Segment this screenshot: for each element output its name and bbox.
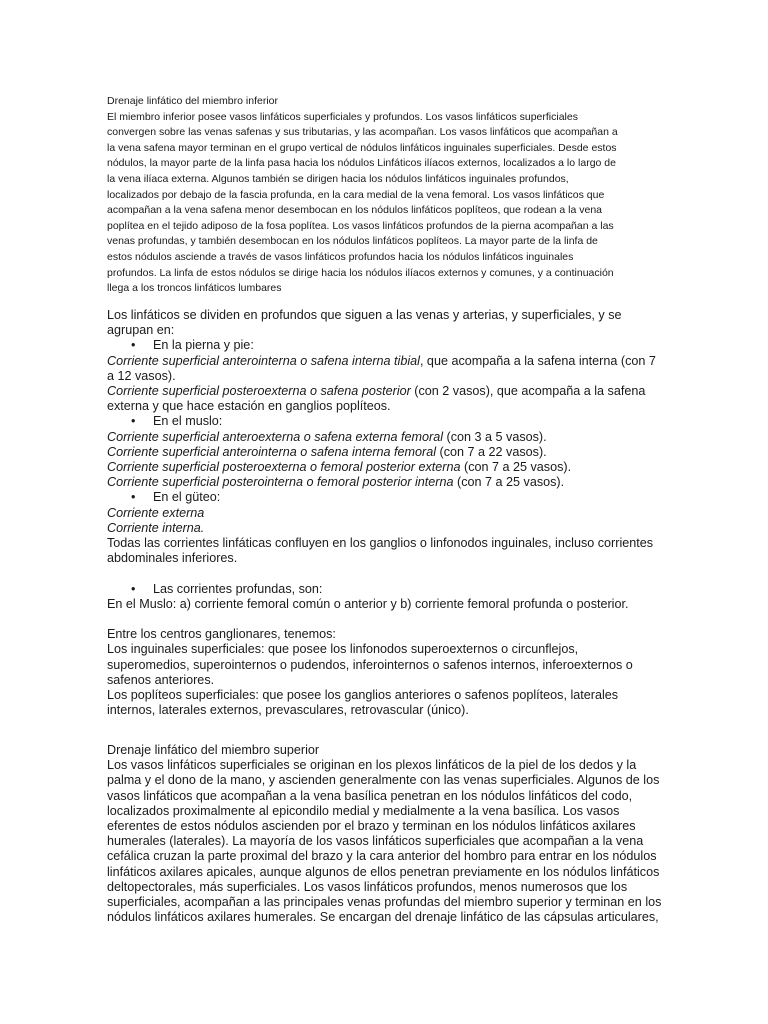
text-line: El miembro inferior posee vasos linfáticos superficiales y profundos. Los vasos linfáticos superficiales [107, 110, 578, 123]
italic-term: Corriente superficial anteroexterna o safena externa femoral [107, 429, 444, 444]
text-line: Entre los centros ganglionares, tenemos: [107, 627, 336, 642]
section-title: Drenaje linfático del miembro superior [107, 743, 320, 757]
text-line: Corriente superficial anterointerna o safena interna femoral (con 7 a 22 vasos). [107, 444, 547, 459]
text-line: deltopectorales, más superficiales. Los vasos linfáticos profundos, menos numerosos que los [107, 879, 628, 894]
italic-term: Corriente superficial anterointerna o safena interna tibial [107, 353, 420, 368]
text-line: estos nódulos asciende a través de vasos linfáticos profundos hacia los nódulos linfáticos inguinales [107, 250, 574, 263]
text-line: la vena ilíaca externa. Algunos también se dirigen hacia los nódulos linfáticos inguinales profundos, [107, 172, 569, 185]
text-line: Corriente superficial anteroexterna o safena externa femoral (con 3 a 5 vasos). [107, 429, 547, 444]
section-upper-limb [107, 743, 672, 925]
text-line: profundos. La linfa de estos nódulos se dirige hacia los nódulos ilíacos externos y comunes, y a continuación [107, 266, 614, 279]
text-line: Corriente superficial anterointerna o safena interna tibial, que acompaña a la safena interna (con 7 [107, 353, 656, 368]
section-lower-limb [107, 94, 667, 297]
italic-term: Corriente superficial posterointerna o femoral posterior interna [107, 475, 454, 490]
text-line: internos, laterales externos, prevasculares, retrovascular (único). [107, 703, 469, 718]
text-line [107, 506, 672, 521]
text-line: llega a los troncos linfáticos lumbares [107, 282, 282, 295]
text-line: Los vasos linfáticos superficiales se originan en los plexos linfáticos de la piel de los dedos y la [107, 758, 637, 773]
text-line: safenos anteriores. [107, 672, 215, 687]
spacer [107, 612, 672, 627]
bullet-item-profundas [107, 582, 672, 597]
text-line: externa y que hace estación en ganglios poplíteos. [107, 399, 391, 414]
text-line: eferentes de estos nódulos ascienden por el brazo y terminan en los nódulos linfáticos axilares [107, 819, 636, 834]
text-line: Los inguinales superficiales: que posee los linfonodos superoexternos o circunflejos, [107, 642, 579, 657]
text-line: localizados proximalmente al epicondilo medial y medialmente a la vena basílica. Los vasos [107, 803, 620, 818]
text-line: Corriente superficial posterointerna o femoral posterior interna (con 7 a 25 vasos). [107, 475, 565, 490]
section-division [107, 308, 672, 718]
section-title: Drenaje linfático del miembro inferior [107, 95, 278, 107]
text-line: poplítea en el tejido adiposo de la fosa poplítea. Los vasos linfáticos profundos de la pierna acompañan a las [107, 219, 614, 232]
text-line: Todas las corrientes linfáticas confluyen en los ganglios o linfonodos inguinales, incluso corrientes [107, 536, 654, 551]
bullet-item-pierna [107, 338, 672, 353]
bullet-icon: • [131, 338, 136, 353]
italic-term: Corriente superficial anterointerna o safena interna femoral [107, 444, 437, 459]
text-line: acompañan a la vena safena menor desembocan en los nódulos linfáticos poplíteos, que rodean a la vena [107, 204, 603, 217]
text-line: Corriente superficial posteroexterna o safena posterior (con 2 vasos), que acompaña a la safena [107, 384, 646, 399]
italic-term: Corriente externa [107, 505, 205, 520]
text-line: palma y el dono de la mano, y ascienden generalmente con las venas superficiales. Algunos de los [107, 773, 660, 788]
bullet-label: Las corrientes profundas, son: [153, 581, 323, 596]
text-line: nódulos, la mayor parte de la linfa pasa hacia los nódulos Linfáticos ilíacos externos, localizados a lo largo de [107, 157, 616, 170]
bullet-item-gluteo [107, 490, 672, 505]
text-line: convergen sobre las venas safenas y sus tributarias, y las acompañan. Los vasos linfáticos que acompañan a [107, 126, 618, 139]
bullet-label: En el muslo: [153, 414, 223, 429]
italic-term: Corriente superficial posteroexterna o safena posterior [107, 384, 411, 399]
text-line: venas profundas, y también desembocan en los nódulos linfáticos poplíteos. La mayor parte de la linfa de [107, 235, 598, 248]
text-line: superomedios, superointernos o pudendos, inferointernos o safenos internos, inferoexternos o [107, 657, 633, 672]
bullet-label: En el güteo: [153, 490, 221, 505]
text-line: Los linfáticos se dividen en profundos que siguen a las venas y arterias, y superficiales, y se [107, 308, 622, 322]
text-line: abdominales inferiores. [107, 551, 238, 566]
text-line: linfáticos axilares apicales, aunque algunos de ellos penetran previamente en los nódulos linfáticos [107, 864, 660, 879]
text-line: superficiales, acompañan a las principales venas profundas del miembro superior y terminan en los [107, 895, 662, 910]
text-line: cefálica cruzan la parte proximal del brazo y la cara anterior del hombro para entrar en los nódulos [107, 849, 657, 864]
text-line: vasos linfáticos que acompañan a la vena basílica penetran en los nódulos linfáticos del codo, [107, 788, 633, 803]
spacer [107, 566, 672, 581]
text-line: localizados por debajo de la fascia profunda, en la cara medial de la vena femoral. Los vasos linfáticos que [107, 188, 605, 201]
bullet-item-muslo [107, 414, 672, 429]
text-line [107, 521, 672, 536]
text-line: Los poplíteos superficiales: que posee los ganglios anteriores o safenos poplíteos, laterales [107, 688, 619, 703]
text-line: a 12 vasos). [107, 368, 176, 383]
text-line: la vena safena mayor terminan en el grupo vertical de nódulos linfáticos inguinales superficiales. Desde estos [107, 141, 617, 154]
text-line: humerales (laterales). La mayoría de los vasos linfáticos superficiales que acompañan a la vena [107, 834, 644, 849]
text-line: En el Muslo: a) corriente femoral común o anterior y b) corriente femoral profunda o posterior. [107, 596, 629, 611]
bullet-icon: • [131, 581, 136, 596]
italic-term: Corriente superficial posteroexterna o femoral posterior externa [107, 460, 461, 475]
bullet-label: En la pierna y pie: [153, 338, 254, 353]
text-line: nódulos linfáticos axilares humerales. Se encargan del drenaje linfático de las cápsulas articulares, [107, 910, 659, 925]
italic-term: Corriente interna. [107, 520, 205, 535]
text-line: Corriente superficial posteroexterna o femoral posterior externa (con 7 a 25 vasos). [107, 460, 572, 475]
text-line: agrupan en: [107, 323, 175, 338]
bullet-icon: • [131, 414, 136, 429]
bullet-icon: • [131, 490, 136, 505]
